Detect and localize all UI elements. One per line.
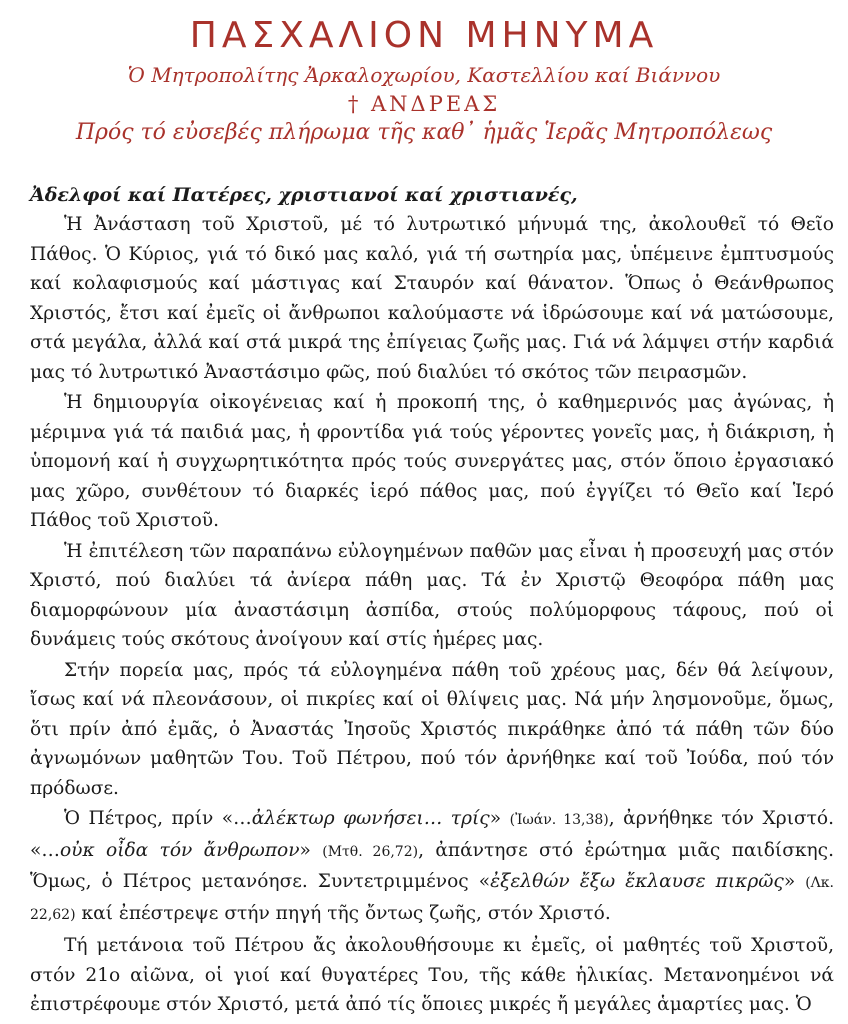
text-run: » xyxy=(783,871,806,892)
scripture-citation: (Ἰωάν. 13,38) xyxy=(509,812,609,828)
paragraph: Τή μετάνοια τοῦ Πέτρου ἄς ἀκολουθήσουμε κι ἐμεῖς, οἱ μαθητές τοῦ Χριστοῦ, στόν 21ο αἰῶνα, οἱ γιοί καί θυγατέρες Του, τῆς κάθε ἡλικίας. Μετανοημένοι νά ἐπιστρέφουμε στόν Χριστό, μετά ἀπό τίς ὅποιες μικρές ἤ μεγάλες ἁμαρτίες μας. Ὁ xyxy=(30,935,834,1015)
text-run: , ἀρνήθηκε τόν Χριστό. «… xyxy=(30,808,835,861)
addressee-line: Πρός τό εὐσεβές πλήρωμα τῆς καθ᾿ ἡμᾶς Ἱερᾶς Μητροπόλεως xyxy=(75,120,773,145)
scripture-citation: (Λκ. 22,62) xyxy=(30,875,834,923)
greeting: Ἀδελφοί καί Πατέρες, χριστιανοί καί χριστιανές, xyxy=(30,184,578,206)
letter-header xyxy=(0,14,848,148)
bishop-name: † ΑΝΔΡΕΑΣ xyxy=(347,92,501,116)
paragraph: Ἡ Ἀνάσταση τοῦ Χριστοῦ, μέ τό λυτρωτικό μήνυμά της, ἀκολουθεῖ τό Θεῖο Πάθος. Ὁ Κύριος, γιά τό δικό μας καλό, γιά τή σωτηρία μας, ὑπέμεινε ἐμπτυσμούς καί κολαφισμούς καί μάστιγας καί Σταυρόν καί θάνατον. Ὅπως ὁ Θεάνθρωπος Χριστός, ἔτσι καί ἐμεῖς οἱ ἄνθρωποι καλούμαστε νά ἱδρώσουμε καί νά ματώσουμε, στά μεγάλα, ἀλλά καί στά μικρά της ἐπίγειας ζωῆς μας. Γιά νά λάμψει στήν καρδιά μας τό λυτρωτικό Ἀναστάσιμο φῶς, πού διαλύει τό σκότος τῶν πειρασμῶν. xyxy=(30,214,834,383)
scripture-quote: ἐξελθών ἔξω ἔκλαυσε πικρῶς xyxy=(490,871,784,892)
paragraph-peter xyxy=(30,804,834,930)
scripture-quote: οὐκ οἶδα τόν ἄνθρωπον xyxy=(59,839,300,861)
text-run: Ὁ Πέτρος, πρίν «… xyxy=(64,808,252,829)
text-run: καί ἐπέστρεψε στήν πηγή τῆς ὄντως ζωῆς, στόν Χριστό. xyxy=(75,902,611,924)
paragraph: Ἡ δημιουργία οἰκογένειας καί ἡ προκοπή της, ὁ καθημερινός μας ἀγώνας, ἡ μέριμνα γιά τά παιδιά μας, ἡ φροντίδα γιά τούς γέροντες γονεῖς μας, ἡ διάκριση, ἡ ὑπομονή καί ἡ συγχωρητικότητα πρός τούς συνεργάτες μας, στόν ὅποιο ἐργασιακό μας χῶρο, συνθέτουν τό διαρκές ἱερό πάθος μας, πού ἐγγίζει τό Θεῖο καί Ἱερό Πάθος τοῦ Χριστοῦ. xyxy=(30,392,834,531)
document-title: ΠΑΣΧΑΛΙΟΝ ΜΗΝΥΜΑ xyxy=(189,15,659,56)
letter-body xyxy=(0,182,848,1020)
scripture-quote: ἀλέκτωρ φωνήσει… τρίς xyxy=(251,808,490,829)
text-run: » xyxy=(299,839,323,861)
scripture-citation: (Μτθ. 26,72) xyxy=(322,843,419,860)
text-run: » xyxy=(489,808,510,829)
paragraph: Στήν πορεία μας, πρός τά εὐλογημένα πάθη τοῦ χρέους μας, δέν θά λείψουν, ἴσως καί νά πλεονάσουν, οἱ πικρίες καί οἱ θλίψεις μας. Νά μήν λησμονοῦμε, ὅμως, ὅτι πρίν ἀπό ἐμᾶς, ὁ Ἀναστάς Ἰησοῦς Χριστός πικράθηκε ἀπό τά πάθη τῶν δύο ἀγνωμόνων μαθητῶν Του. Τοῦ Πέτρου, πού τόν ἀρνήθηκε καί τοῦ Ἰούδα, πού τόν πρόδωσε. xyxy=(30,659,834,799)
paragraph: Ἡ ἐπιτέλεση τῶν παραπάνω εὐλογημένων παθῶν μας εἶναι ἡ προσευχή μας στόν Χριστό, πού διαλύει τά ἀνίερα πάθη μας. Τά ἐν Χριστῷ Θεοφόρα πάθη μας διαμορφώνουν μία ἀναστάσιμη ἀσπίδα, στούς πολύμορφους τάφους, πού οἱ δυνάμεις τούς σκότους ἀνοίγουν καί στίς ἡμέρες μας. xyxy=(30,540,834,650)
metropolitan-title: Ὁ Μητροπολίτης Ἀρκαλοχωρίου, Καστελλίου καί Βιάννου xyxy=(127,63,721,87)
text-run: , ἀπάντησε στό ἐρώτημα μιᾶς παιδίσκης. Ὅμως, ὁ Πέτρος μετανόησε. Συντετριμμένος « xyxy=(30,839,834,892)
